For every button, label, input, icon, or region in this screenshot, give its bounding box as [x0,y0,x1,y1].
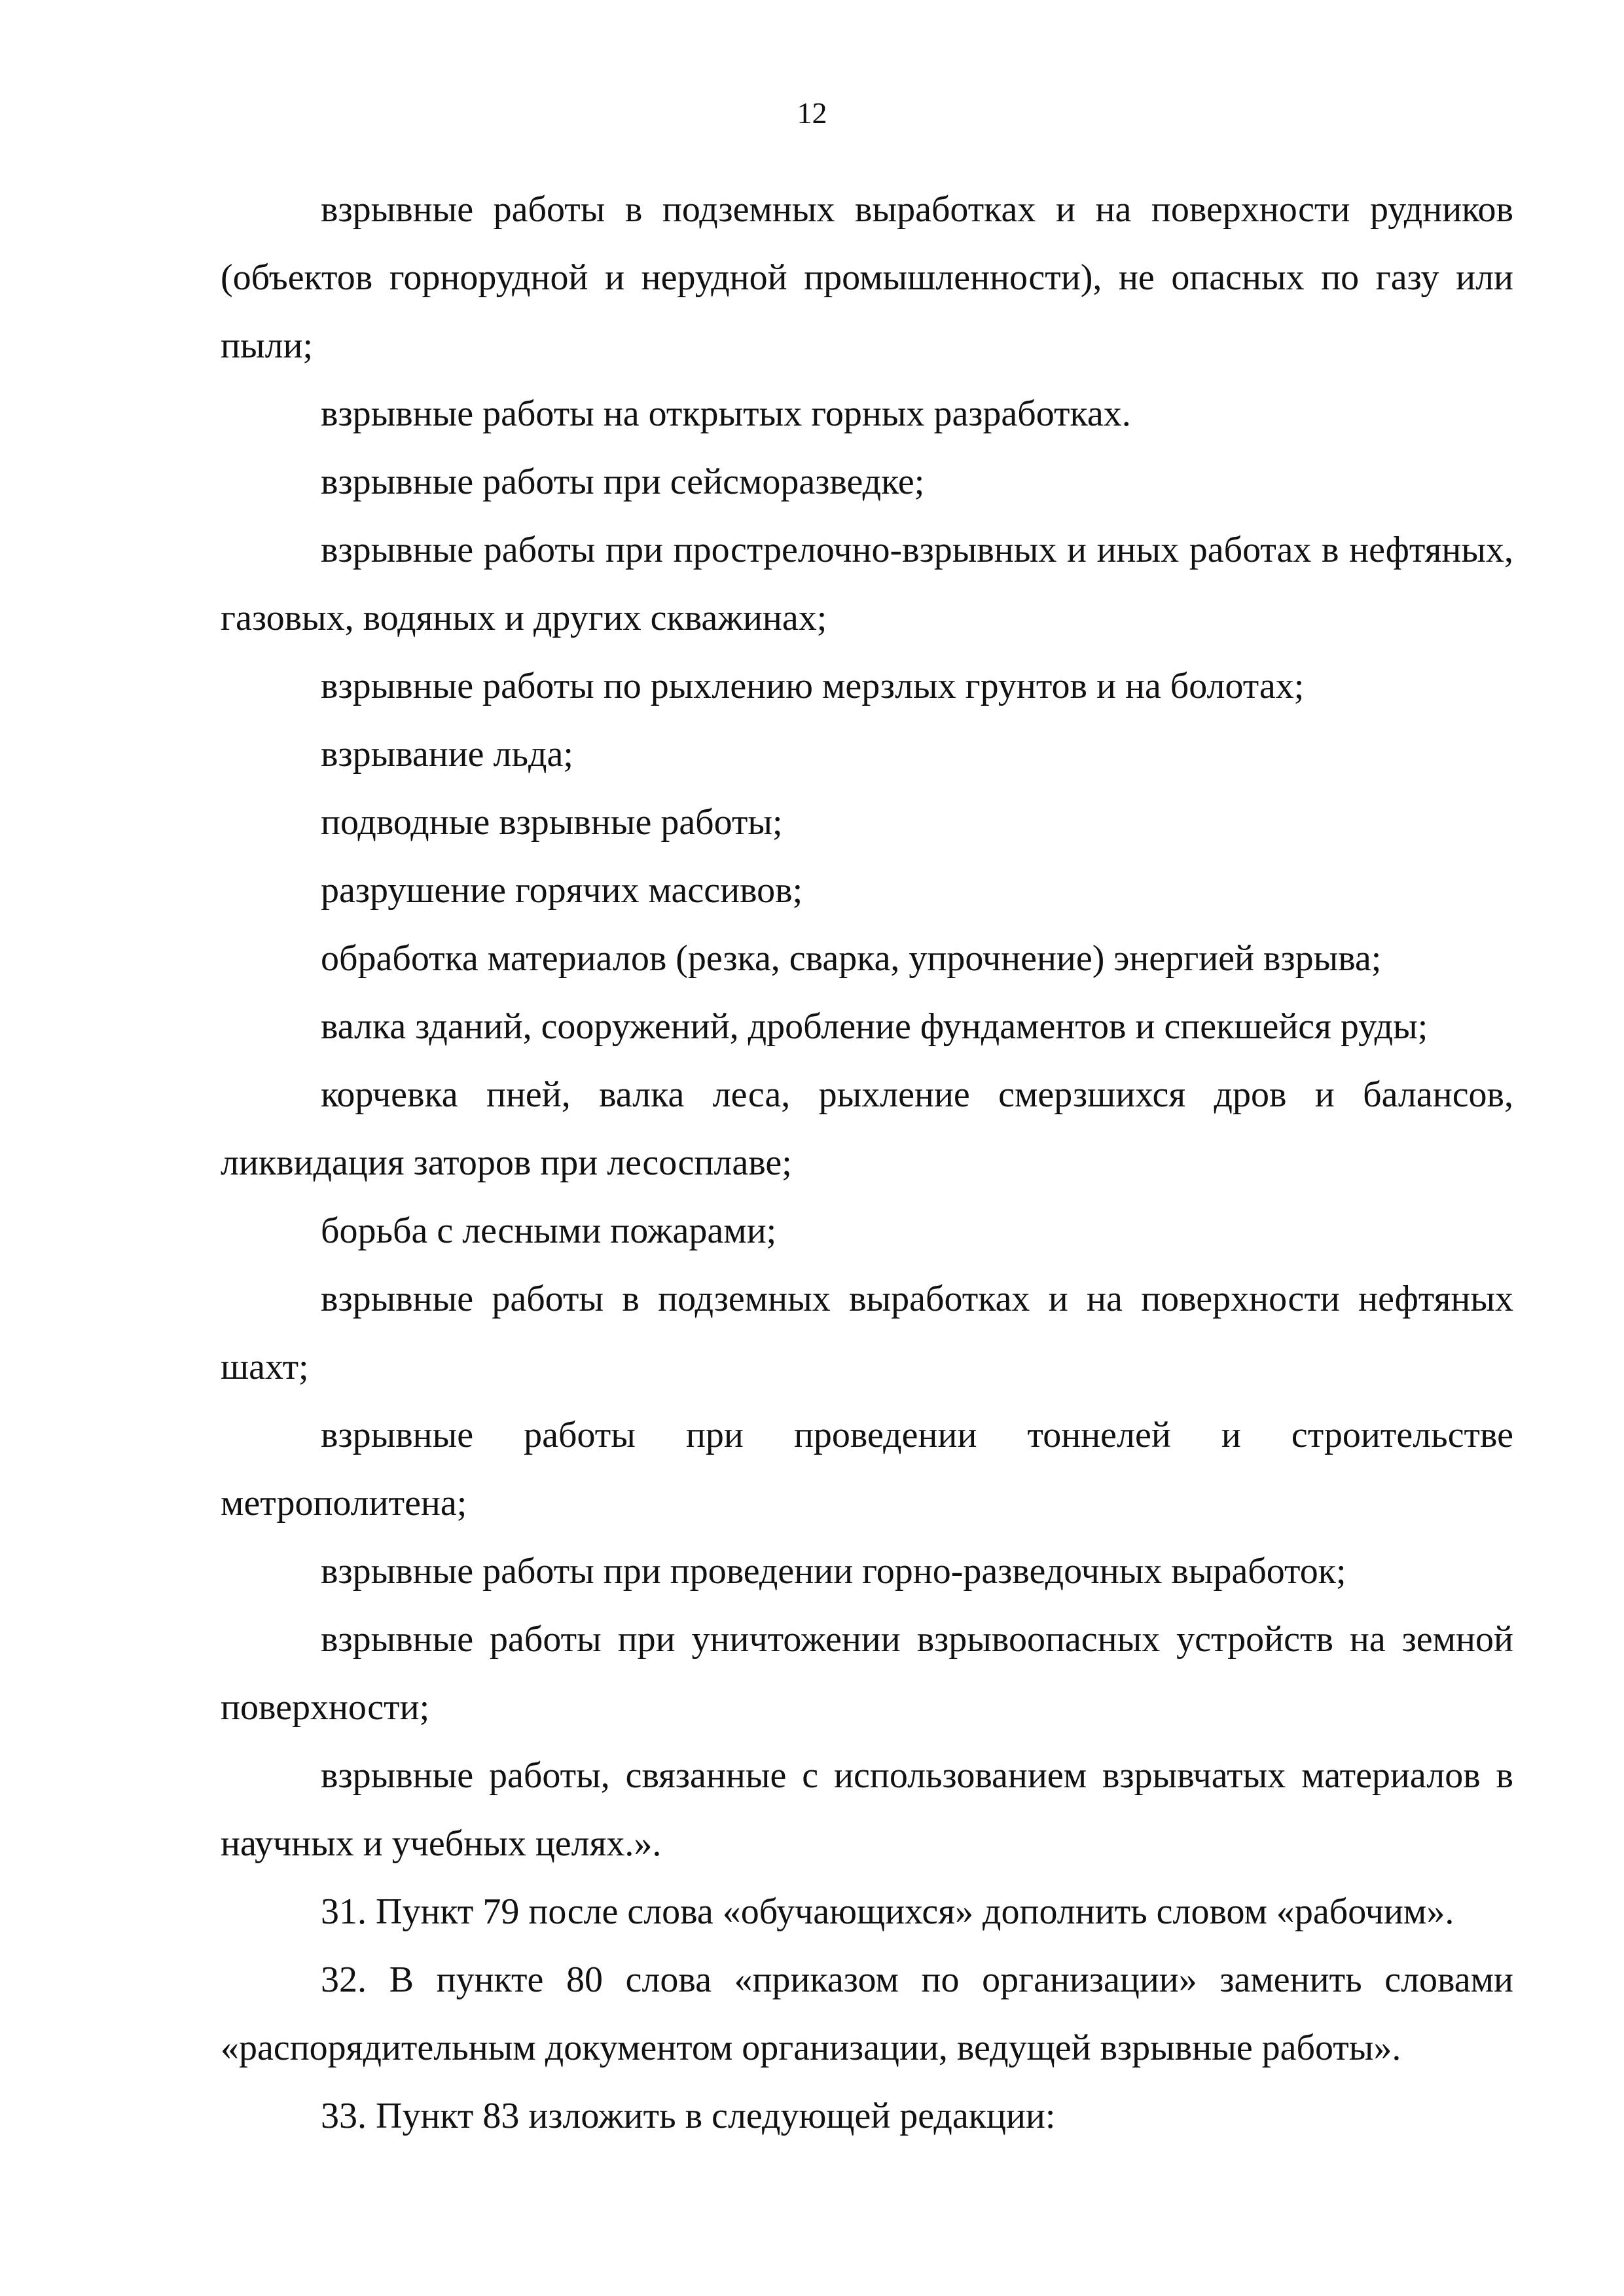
paragraph: валка зданий, сооружений, дробление фундаментов и спекшейся руды; [321,1006,1428,1047]
paragraph: 31. Пункт 79 после слова «обучающихся» дополнить словом «рабочим». [321,1891,1454,1932]
paragraph: подводные взрывные работы; [321,802,783,843]
paragraph: взрывные работы при проведении тоннелей и строительстве метрополитена; [221,1415,1513,1523]
paragraph: разрушение горячих массивов; [321,870,803,911]
paragraph: взрывные работы при уничтожении взрывоопасных устройств на земной поверхности; [221,1619,1513,1728]
paragraph: взрывные работы на открытых горных разработках. [321,393,1131,434]
paragraph: взрывные работы при прострелочно-взрывных и иных работах в нефтяных, газовых, водяных и других скважинах; [221,530,1513,638]
document-body [221,175,1513,2150]
paragraph: 32. В пункте 80 слова «приказом по организации» заменить словами «распорядительным документом организации, ведущей взрывные работы». [221,1959,1513,2068]
paragraph: 33. Пункт 83 изложить в следующей редакции: [321,2096,1056,2136]
paragraph: взрывные работы в подземных выработках и на поверхности рудников (объектов горнорудной и нерудной промышленности), не опасных по газу или пыли; [221,189,1513,366]
paragraph: борьба с лесными пожарами; [321,1211,777,1251]
paragraph: взрывные работы, связанные с использованием взрывчатых материалов в научных и учебных целях.». [221,1755,1513,1864]
page-number: 12 [797,96,827,130]
paragraph: взрывные работы в подземных выработках и на поверхности нефтяных шахт; [221,1279,1513,1387]
paragraph: обработка материалов (резка, сварка, упрочнение) энергией взрыва; [321,938,1382,979]
paragraph: взрывные работы при сейсморазведке; [321,462,925,502]
paragraph: взрывные работы по рыхлению мерзлых грунтов и на болотах; [321,666,1305,706]
paragraph: взрывные работы при проведении горно-разведочных выработок; [321,1551,1346,1592]
paragraph: корчевка пней, валка леса, рыхление смерзшихся дров и балансов, ликвидация заторов при лесосплаве; [221,1074,1513,1183]
paragraph: взрывание льда; [321,734,573,774]
